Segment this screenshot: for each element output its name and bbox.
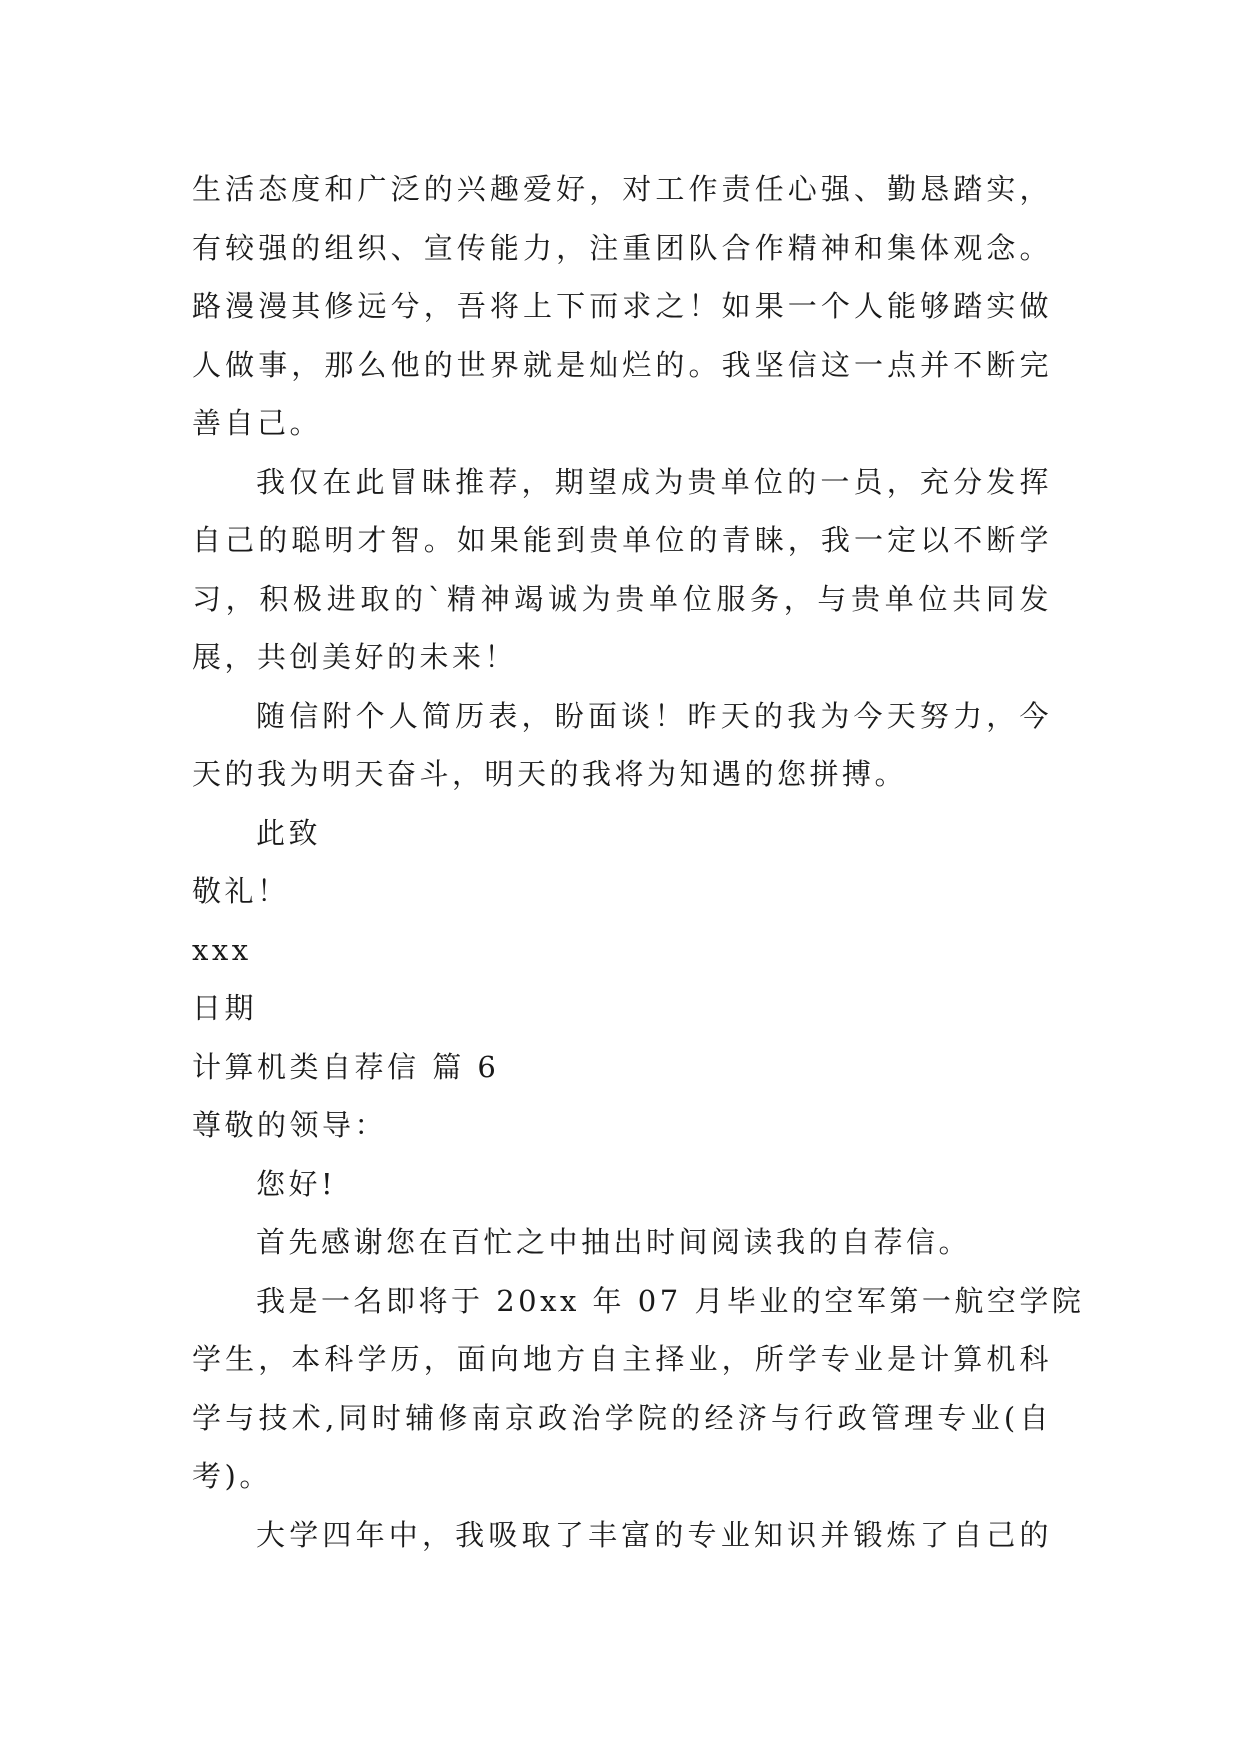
text-line: 自己的聪明才智。如果能到贵单位的青睐，我一定以不断学 [192,523,1052,557]
paragraph-first-line: 我是一名即将于 20xx 年 07 月毕业的空军第一航空学院 [256,1283,1085,1318]
signature-name: xxx [192,932,252,967]
paragraph-first-line: 随信附个人简历表，盼面谈！昨天的我为今天努力，今 [256,698,1052,733]
text-line: 天的我为明天奋斗，明天的我将为知遇的您拼搏。 [192,757,908,791]
paragraph-first-line: 我仅在此冒昧推荐，期望成为贵单位的一员，充分发挥 [256,464,1052,499]
closing-salute: 敬礼！ [192,874,290,908]
document-page [192,160,1085,1564]
text-line: 学生，本科学历，面向地方自主择业，所学专业是计算机科 [192,1342,1052,1376]
signature-date: 日期 [192,991,258,1025]
text-line: 学与技术,同时辅修南京政治学院的经济与行政管理专业(自 [192,1400,1052,1435]
greeting: 您好! [256,1166,337,1201]
section-heading: 计算机类自荐信 篇 6 [192,1049,500,1084]
text-line: 路漫漫其修远兮，吾将上下而求之！如果一个人能够踏实做 [192,289,1052,323]
text-line: 生活态度和广泛的兴趣爱好，对工作责任心强、勤恳踏实， [192,172,1052,206]
paragraph-first-line: 首先感谢您在百忙之中抽出时间阅读我的自荐信。 [256,1225,972,1259]
text-line: 善自己。 [192,406,323,440]
text-line: 有较强的组织、宣传能力，注重团队合作精神和集体观念。 [192,230,1052,265]
text-line: 人做事，那么他的世界就是灿烂的。我坚信这一点并不断完 [192,347,1052,382]
text-line: 习，积极进取的`精神竭诚为贵单位服务，与贵单位共同发 [192,581,1052,616]
closing-phrase: 此致 [256,815,322,850]
text-line: 考)。 [192,1459,272,1493]
text-line: 展，共创美好的未来！ [192,640,518,674]
salutation: 尊敬的领导： [192,1108,388,1142]
paragraph-first-line: 大学四年中，我吸取了丰富的专业知识并锻炼了自己的 [256,1517,1052,1552]
